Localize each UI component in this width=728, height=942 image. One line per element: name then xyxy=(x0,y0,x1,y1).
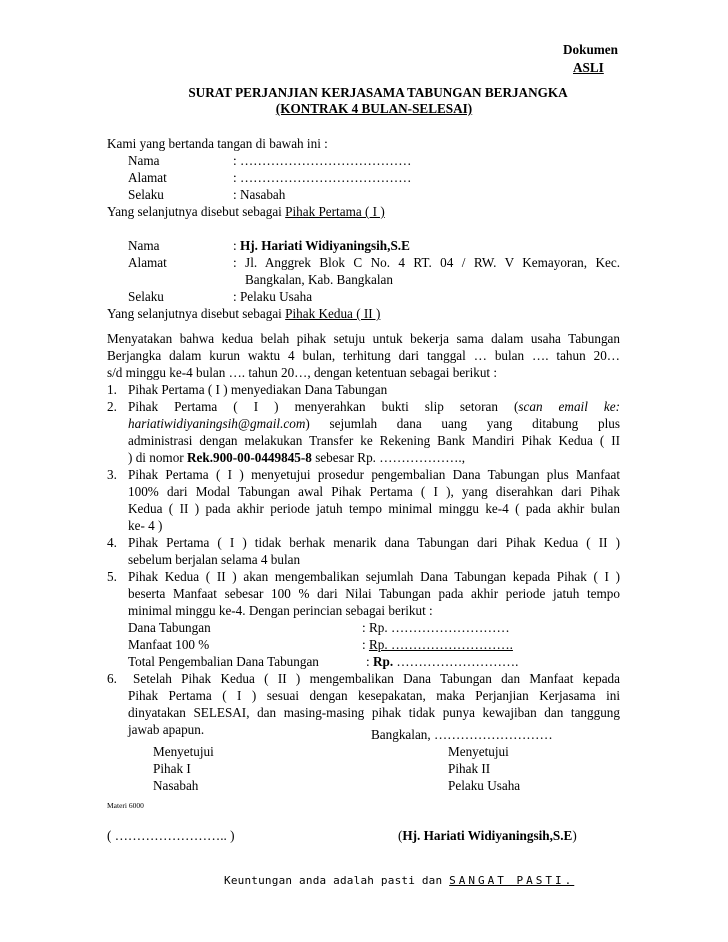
item1-text: Pihak Pertama ( I ) menyediakan Dana Tabungan xyxy=(128,382,388,397)
item3-number: 3. xyxy=(107,467,117,482)
item6-number: 6. xyxy=(107,671,117,686)
party2-address-label: Alamat xyxy=(128,255,167,270)
refund-row-2-amount: Rp. ………………………. xyxy=(368,637,513,652)
party2-name-value-wrap xyxy=(233,238,410,254)
party2-reference xyxy=(107,306,380,322)
refund-row-2-value xyxy=(362,637,513,653)
item5-line-3: minimal minggu ke-4. Dengan perincian sebagai berikut : xyxy=(128,603,433,618)
refund-row-1-label: Dana Tabungan xyxy=(128,620,211,635)
title-line-1: SURAT PERJANJIAN KERJASAMA TABUNGAN BERJANGKA xyxy=(188,85,568,100)
refund-row-2-colon: : xyxy=(362,637,369,652)
party1-ref-prefix: Yang selanjutnya disebut sebagai xyxy=(107,204,286,219)
refund-row-3-dots: ………………………. xyxy=(393,654,519,669)
item6-line-3: dinyatakan SELESAI, dan masing-masing pihak tidak punya kewajiban dan tanggung xyxy=(128,705,620,720)
item6-line-2: Pihak Pertama ( I ) sesuai dengan kesepakatan, maka Perjanjian Kerjasama ini xyxy=(128,688,620,703)
party2-as-label: Selaku xyxy=(128,289,164,304)
sign-right-name-text: Hj. Hariati Widiyaningsih,S.E xyxy=(402,828,573,843)
sign-left-approve: Menyetujui xyxy=(153,744,214,759)
party2-as-value: : Pelaku Usaha xyxy=(233,289,313,304)
sign-right-approve: Menyetujui xyxy=(448,744,509,759)
item3-line-3: Kedua ( II ) pada akhir periode jatuh tempo minimal minggu ke-4 ( pada akhir bulan xyxy=(128,501,620,516)
item5-line-1: Pihak Kedua ( II ) akan mengembalikan sejumlah Dana Tabungan kepada Pihak ( I ) xyxy=(128,569,620,584)
party1-as-value: : Nasabah xyxy=(233,187,286,202)
party1-as-label: Selaku xyxy=(128,187,164,202)
sign-left-party: Pihak I xyxy=(153,761,191,776)
refund-row-3-rp: Rp. xyxy=(372,654,394,669)
party2-ref-name: Pihak Kedua ( II ) xyxy=(285,306,381,321)
title-line-2: (KONTRAK 4 BULAN-SELESAI) xyxy=(275,101,473,116)
refund-row-3-colon: : xyxy=(366,654,373,669)
party1-ref-name: Pihak Pertama ( I ) xyxy=(285,204,385,219)
stamp-duty-note: Materi 6000 xyxy=(107,801,144,810)
refund-row-3-label: Total Pengembalian Dana Tabungan xyxy=(128,654,319,669)
document-status: ASLI xyxy=(573,60,604,75)
item2-number: 2. xyxy=(107,399,117,414)
party1-name-value: : ………………………………… xyxy=(233,153,412,168)
item2-line-4 xyxy=(128,450,465,466)
item4-line-1: Pihak Pertama ( I ) tidak berhak menarik dana Tabungan dari Pihak Kedua ( II ) xyxy=(128,535,620,550)
item3-line-4: ke- 4 ) xyxy=(128,518,163,533)
item4-line-2: sebelum berjalan selama 4 bulan xyxy=(128,552,301,567)
sign-left-name: ( …………………….. ) xyxy=(107,828,235,843)
document-label: Dokumen xyxy=(563,42,618,57)
item2-line1-text: Pihak Pertama ( I ) menyerahkan bukti slip setoran ( xyxy=(128,399,519,414)
sign-right-open: ( xyxy=(398,828,403,843)
item5-number: 5. xyxy=(107,569,117,584)
party2-address-line1: : Jl. Anggrek Blok C No. 4 RT. 04 / RW. V Kemayoran, Kec. xyxy=(233,255,620,270)
item2-line-1 xyxy=(128,399,620,415)
item5-line-2: beserta Manfaat sebesar 100 % dari Nilai Tabungan pada akhir periode jatuh tempo xyxy=(128,586,620,601)
item1-number: 1. xyxy=(107,382,117,397)
item2-account-number: Rek.900-00-0449845-8 xyxy=(186,450,312,465)
party2-name-colon: : xyxy=(233,238,240,253)
item6-line-4: jawab apapun. xyxy=(128,722,205,737)
party2-ref-prefix: Yang selanjutnya disebut sebagai xyxy=(107,306,286,321)
item2-line4-a: ) di nomor xyxy=(128,450,187,465)
item2-line-2 xyxy=(128,416,620,432)
party2-name-value: Hj. Hariati Widiyaningsih,S.E xyxy=(239,238,410,253)
party2-address-line2: Bangkalan, Kab. Bangkalan xyxy=(245,272,393,287)
footer-plain: Keuntungan anda adalah pasti dan xyxy=(224,874,450,887)
intro-text: Kami yang bertanda tangan di bawah ini : xyxy=(107,136,328,151)
item4-number: 4. xyxy=(107,535,117,550)
body-line-1: Menyatakan bahwa kedua belah pihak setuju untuk bekerja sama dalam usaha Tabungan xyxy=(107,331,620,346)
item2-line2-text: ) sejumlah dana uang yang ditabung plus xyxy=(305,416,620,431)
party1-address-label: Alamat xyxy=(128,170,167,185)
sign-right-close: ) xyxy=(572,828,577,843)
item3-line-2: 100% dari Modal Tabungan awal Pihak Pertama ( I ), yang diserahkan dari Pihak xyxy=(128,484,620,499)
party1-name-label: Nama xyxy=(128,153,160,168)
item3-line-1: Pihak Pertama ( I ) menyetujui prosedur pengembalian Dana Tabungan plus Manfaat xyxy=(128,467,620,482)
party2-name-label: Nama xyxy=(128,238,160,253)
sign-left-role: Nasabah xyxy=(153,778,199,793)
refund-row-3-value xyxy=(366,654,518,670)
refund-row-2-label: Manfaat 100 % xyxy=(128,637,210,652)
sign-right-name xyxy=(398,828,577,844)
item2-line4-c: sebesar Rp. ………………., xyxy=(311,450,465,465)
body-line-2: Berjangka dalam kurun waktu 4 bulan, terhitung dari tanggal … bulan …. tahun 20… xyxy=(107,348,620,363)
item2-line1-italic: scan email ke: xyxy=(518,399,620,414)
item2-email: hariatiwidiyaningsih@gmail.com xyxy=(128,416,306,431)
footer-emphasis: SANGAT PASTI. xyxy=(449,874,575,887)
party1-reference xyxy=(107,204,385,220)
item2-line-3: administrasi dengan melakukan Transfer ke Rekening Bank Mandiri Pihak Kedua ( II xyxy=(128,433,620,448)
body-line-3: s/d minggu ke-4 bulan …. tahun 20…, dengan ketentuan sebagai berikut : xyxy=(107,365,498,380)
place-date: Bangkalan, ……………………… xyxy=(371,727,553,742)
item6-line-1: Setelah Pihak Kedua ( II ) mengembalikan Dana Tabungan dan Manfaat kepada xyxy=(133,671,620,686)
sign-right-party: Pihak II xyxy=(448,761,491,776)
footer-tagline xyxy=(224,874,574,887)
sign-right-role: Pelaku Usaha xyxy=(448,778,521,793)
refund-row-1-value: : Rp. ……………………… xyxy=(362,620,510,635)
party1-address-value: : ………………………………… xyxy=(233,170,412,185)
